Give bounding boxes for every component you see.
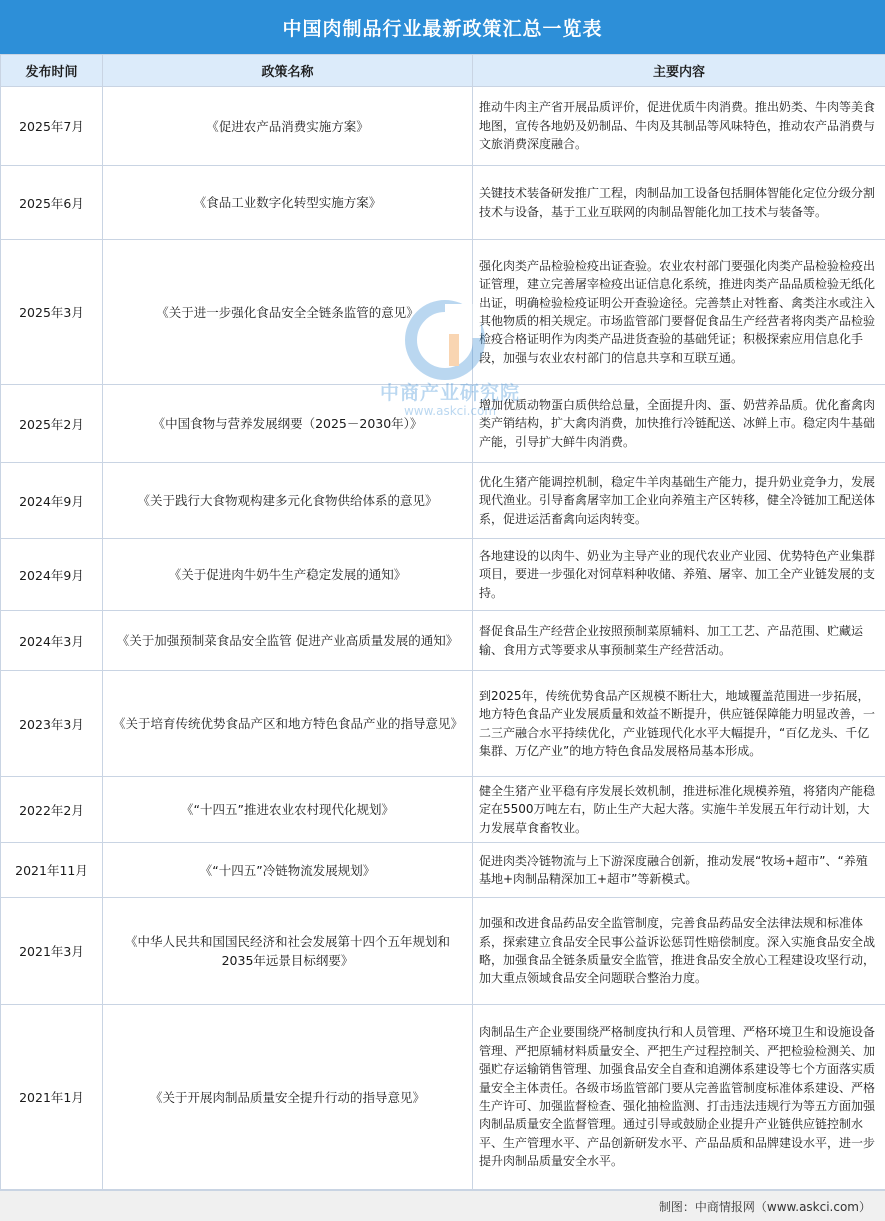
watermark-text: 中商产业研究院 [379,382,520,404]
row-date: 2025年3月 [1,240,103,385]
row-content: 强化肉类产品检验检疫出证查验。农业农村部门要强化肉类产品检验检疫出证管理，建立完善屠宰检疫出证信息化系统，推进肉类产品品质检验无纸化出证，明确检验检疫证明公开查验途径。完善禁止对牲畜、禽类注水或注入其他物质的相关规定。市场监管部门要督促食品生产经营者将肉类产品检验检疫合格证明作为肉类产品进货查验的基础凭证；积极探索应用信息化手段，加强与农业农村部门的信息共享和互联互通。 [473,240,885,385]
row-content: 优化生猪产能调控机制，稳定牛羊肉基础生产能力，提升奶业竞争力，发展现代渔业。引导畜禽屠宰加工企业向养殖主产区转移，健全冷链加工配送体系，促进运活畜禽向运肉转变。 [473,463,885,539]
row-policy-name: 《“十四五”推进农业农村现代化规划》 [103,777,473,843]
table-header-row [1,55,885,87]
table-row [1,898,885,1005]
table-row [1,87,885,166]
row-date: 2024年3月 [1,611,103,671]
row-content: 肉制品生产企业要围绕严格制度执行和人员管理、严格环境卫生和设施设备管理、严把原辅材料质量安全、严把生产过程控制关、严把检验检测关、加强贮存运输销售管理、加强食品安全自查和追溯体系建设等七个方面落实质量安全主体责任。各级市场监管部门要从完善监管制度标准体系建设、严格生产许可、加强监督检查、强化抽检监测、打击违法违规行为等五方面加强肉制品质量安全监督管理。通过引导或鼓励企业提升产业链供应链控制水平、生产管理水平、产品创新研发水平、产品品质和品牌建设水平，进一步提升肉制品质量安全水平。 [473,1005,885,1190]
row-policy-name: 《关于培育传统优势食品产区和地方特色食品产业的指导意见》 [103,671,473,777]
table-row [1,166,885,240]
row-policy-name: 《关于促进肉牛奶牛生产稳定发展的通知》 [103,539,473,611]
row-date: 2023年3月 [1,671,103,777]
header-date: 发布时间 [1,55,103,87]
row-policy-name: 《“十四五”冷链物流发展规划》 [103,843,473,898]
header-policy-name: 政策名称 [103,55,473,87]
row-date: 2021年3月 [1,898,103,1005]
row-date: 2025年7月 [1,87,103,166]
row-policy-name: 《中国食物与营养发展纲要（2025－2030年）》 [103,385,473,463]
row-policy-name: 《关于开展肉制品质量安全提升行动的指导意见》 [103,1005,473,1190]
row-content: 关键技术装备研发推广工程，肉制品加工设备包括胴体智能化定位分级分割技术与设备，基于工业互联网的肉制品智能化加工技术与装备等。 [473,166,885,240]
policy-table [0,54,885,1190]
row-date: 2024年9月 [1,463,103,539]
table-row [1,777,885,843]
row-policy-name: 《中华人民共和国国民经济和社会发展第十四个五年规划和2035年远景目标纲要》 [103,898,473,1005]
row-policy-name: 《促进农产品消费实施方案》 [103,87,473,166]
source-footer: 制图：中商情报网（www.askci.com） [0,1190,885,1221]
table-row [1,671,885,777]
table-row [1,240,885,385]
row-content: 增加优质动物蛋白质供给总量，全面提升肉、蛋、奶营养品质。优化畜禽肉类产销结构，扩大禽肉消费，加快推行冷链配送、冰鲜上市。稳定肉牛基础产能，引导扩大鲜牛肉消费。 [473,385,885,463]
row-date: 2022年2月 [1,777,103,843]
row-content: 推动牛肉主产省开展品质评价，促进优质牛肉消费。推出奶类、牛肉等美食地图，宣传各地奶及奶制品、牛肉及其制品等风味特色，推动农产品消费与文旅消费深度融合。 [473,87,885,166]
row-content: 到2025年，传统优势食品产区规模不断壮大，地域覆盖范围进一步拓展，地方特色食品产业发展质量和效益不断提升，供应链保障能力明显改善，一二三产融合水平持续优化，产业链现代化水平大幅提升，“百亿龙头、千亿集群、万亿产业”的地方特色食品发展格局基本形成。 [473,671,885,777]
row-policy-name: 《关于践行大食物观构建多元化食物供给体系的意见》 [103,463,473,539]
row-date: 2025年6月 [1,166,103,240]
table-row [1,385,885,463]
row-policy-name: 《关于加强预制菜食品安全监管 促进产业高质量发展的通知》 [103,611,473,671]
table-row [1,843,885,898]
row-policy-name: 《食品工业数字化转型实施方案》 [103,166,473,240]
watermark-url: www.askci.com [403,404,497,418]
row-date: 2021年1月 [1,1005,103,1190]
row-date: 2025年2月 [1,385,103,463]
row-date: 2021年11月 [1,843,103,898]
row-content: 健全生猪产业平稳有序发展长效机制，推进标准化规模养殖，将猪肉产能稳定在5500万吨左右，防止生产大起大落。实施牛羊发展五年行动计划，大力发展草食畜牧业。 [473,777,885,843]
table-row [1,1005,885,1190]
header-content: 主要内容 [473,55,885,87]
table-row [1,463,885,539]
row-content: 加强和改进食品药品安全监管制度，完善食品药品安全法律法规和标准体系，探索建立食品安全民事公益诉讼惩罚性赔偿制度。深入实施食品安全战略，加强食品全链条质量安全监管，推进食品安全放心工程建设攻坚行动，加大重点领域食品安全问题联合整治力度。 [473,898,885,1005]
table-row [1,611,885,671]
row-policy-name: 《关于进一步强化食品安全全链条监管的意见》 [103,240,473,385]
row-content: 督促食品生产经营企业按照预制菜原辅料、加工工艺、产品范围、贮藏运输、食用方式等要求从事预制菜生产经营活动。 [473,611,885,671]
table-row [1,539,885,611]
row-date: 2024年9月 [1,539,103,611]
row-content: 各地建设的以肉牛、奶业为主导产业的现代农业产业园、优势特色产业集群项目，要进一步强化对饲草料种收储、养殖、屠宰、加工全产业链发展的支持。 [473,539,885,611]
page-title: 中国肉制品行业最新政策汇总一览表 [0,0,885,54]
row-content: 促进肉类冷链物流与上下游深度融合创新，推动发展“牧场+超市”、“养殖基地+肉制品精深加工+超市”等新模式。 [473,843,885,898]
